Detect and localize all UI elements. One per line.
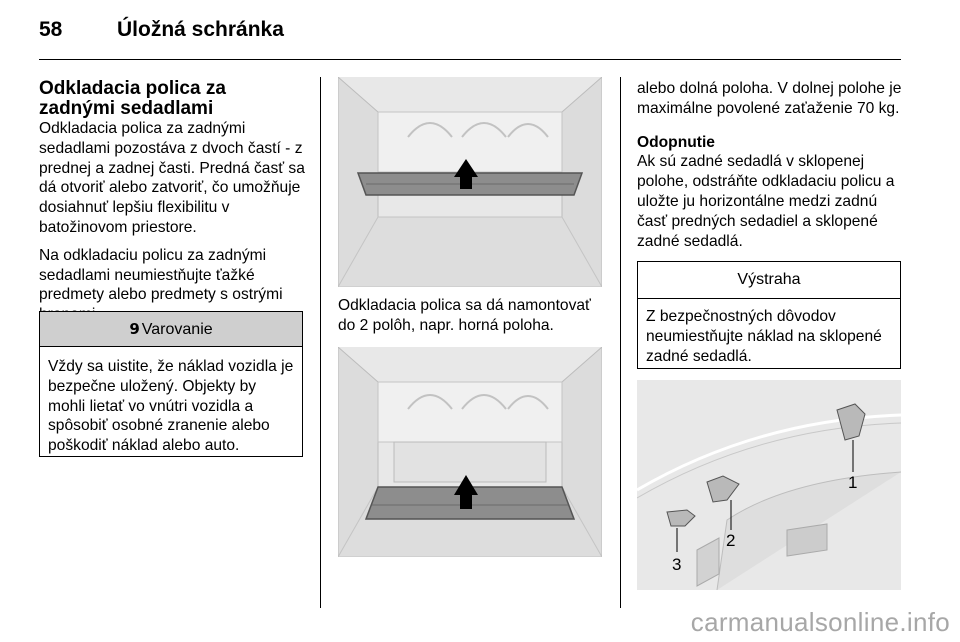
cargo-shelf-upper-figure (338, 77, 602, 287)
figure-caption: Odkladacia polica sa dá namontovať do 2 polôh, napr. horná poloha. (338, 297, 591, 334)
cargo-shelf-lower-figure (338, 347, 602, 557)
section-title: Odkladacia polica za zadnými sedadlami (39, 78, 226, 119)
callout-label-2: 2 (726, 531, 736, 550)
cargo-shelf-lower-illustration (338, 347, 602, 557)
paragraph: Ak sú zadné sedadlá v sklopenej polohe, odstráňte odkladaciu policu a uložte ju horizontálne medzi zadnú časť predných sedadiel a sklopené zadné sedadlá. (637, 153, 895, 250)
caution-box-header: Výstraha (638, 262, 900, 299)
page-number: 58 (39, 18, 63, 41)
right-column (637, 79, 905, 259)
warning-title: Varovanie (141, 321, 213, 338)
paragraph: alebo dolná poloha. V dolnej polohe je maximálne povolené zaťaženie 70 kg. (637, 80, 902, 117)
header-rule (39, 59, 901, 60)
left-column (39, 79, 307, 333)
subheading: Odopnutie (637, 133, 715, 151)
callout-label-1: 1 (848, 473, 858, 492)
watermark: carmanualsonline.info (690, 607, 950, 637)
warning-box-header (40, 312, 302, 347)
warning-icon: 9 (129, 320, 140, 338)
paragraph: Odkladacia polica za zadnými sedadlami pozostáva z dvoch častí - z prednej a zadnej časti. Predná časť sa dá otvoriť alebo zatvoriť, čo umožňuje dosiahnuť lepšiu flexibilitu v batožinovom priestore. (39, 120, 305, 236)
page-header-title: Úložná schránka (117, 18, 284, 41)
shelf-mount-figure (637, 380, 901, 590)
callout-label-3: 3 (672, 555, 682, 574)
warning-text: Vždy sa uistite, že náklad vozidla je bezpečne uložený. Objekty by mohli lietať vo vnútri vozidla a spôsobiť osobné zranenie alebo poškodiť náklad alebo auto. (48, 358, 294, 455)
warning-box (39, 311, 303, 457)
column-divider-left (320, 77, 321, 608)
caution-text: Z bezpečnostných dôvodov neumiestňujte náklad na sklopené zadné sedadlá. (646, 308, 882, 365)
cargo-shelf-upper-illustration (338, 77, 602, 287)
column-divider-right (620, 77, 621, 608)
caution-box (637, 261, 901, 369)
paragraph: Na odkladaciu policu za zadnými sedadlami neumiestňujte ťažké predmety alebo predmety s ostrými (39, 246, 283, 304)
